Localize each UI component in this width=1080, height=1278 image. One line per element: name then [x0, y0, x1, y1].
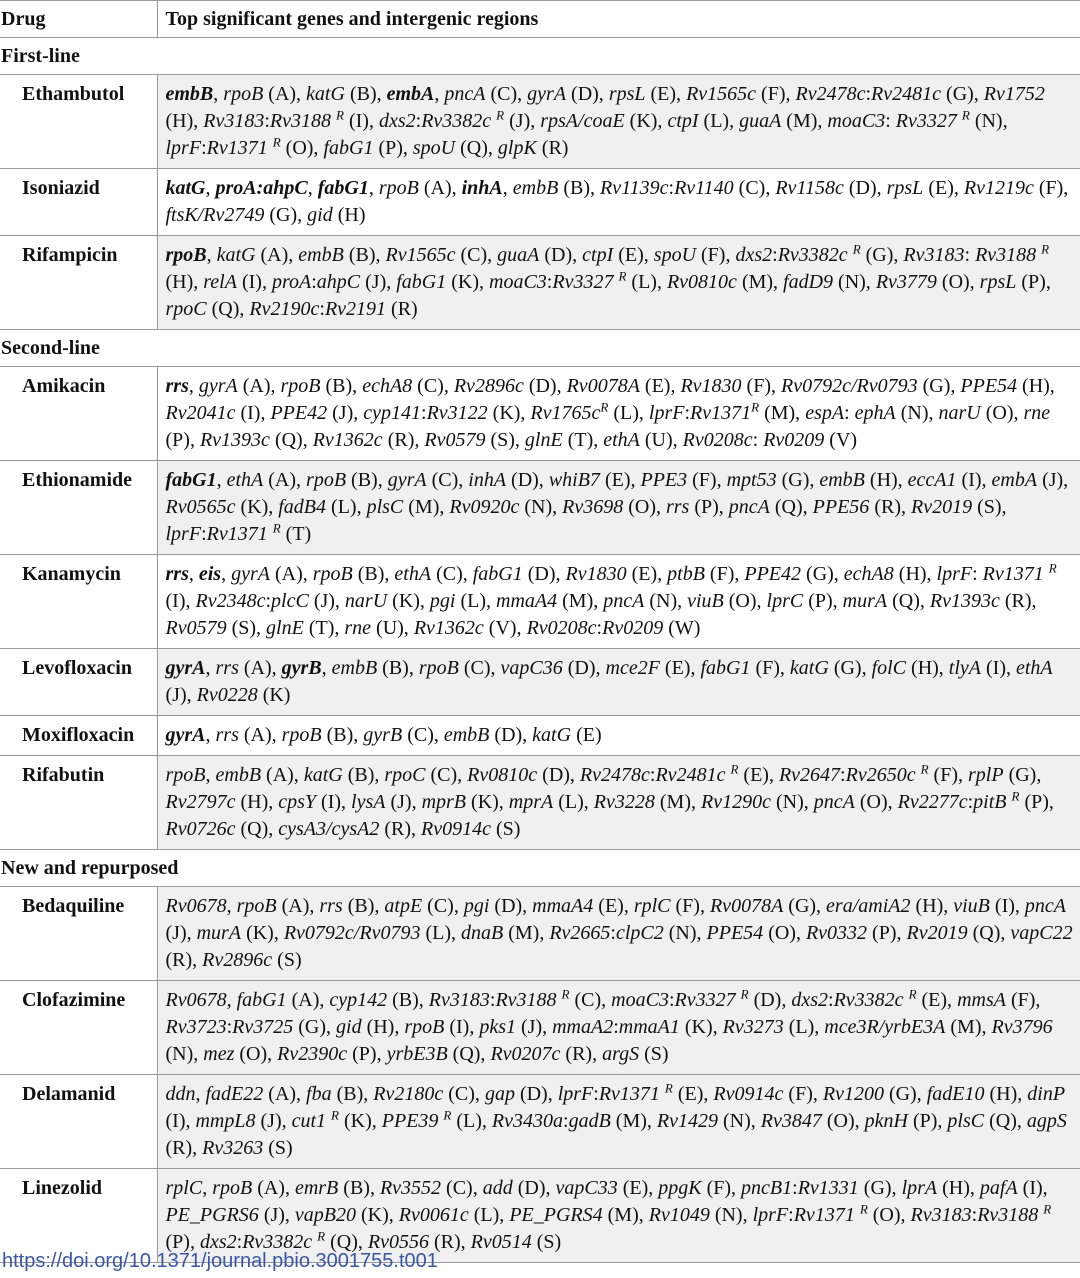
table-row: [0, 1169, 1080, 1263]
section-row: [0, 330, 1080, 367]
section-title: Second-line: [0, 330, 1080, 367]
table-row: [0, 716, 1080, 756]
drug-name: Bedaquiline: [0, 887, 157, 981]
gene-list: rrs, eis, gyrA (A), rpoB (B), ethA (C), fabG1 (D), Rv1830 (E), ptbB (F), PPE42 (G), echA8 (H), lprF: Rv1371 $^R$ (I), Rv2348c:plcC (J), narU (K), pgi (L), mmaA4 (M), pncA (N), viuB (O), lprC (P), murA (Q), Rv1393c (R), Rv0579 (S), glnE (T), rne (U), Rv1362c (V), Rv0208c:Rv0209 (W): [157, 555, 1080, 649]
header-drug: Drug: [0, 1, 157, 38]
drug-name: Ethionamide: [0, 461, 157, 555]
table-row: [0, 169, 1080, 236]
table-row: [0, 367, 1080, 461]
drug-name: Rifampicin: [0, 236, 157, 330]
drug-name: Rifabutin: [0, 756, 157, 850]
gene-list: fabG1, ethA (A), rpoB (B), gyrA (C), inhA (D), whiB7 (E), PPE3 (F), mpt53 (G), embB (H), eccA1 (I), embA (J), Rv0565c (K), fadB4 (L), plsC (M), Rv0920c (N), Rv3698 (O), rrs (P), pncA (Q), PPE56 (R), Rv2019 (S), lprF:Rv1371 $^R$ (T): [157, 461, 1080, 555]
table-row: [0, 236, 1080, 330]
gene-list: Rv0678, rpoB (A), rrs (B), atpE (C), pgi (D), mmaA4 (E), rplC (F), Rv0078A (G), era/amiA2 (H), viuB (I), pncA (J), murA (K), Rv0792c/Rv0793 (L), dnaB (M), Rv2665:clpC2 (N), PPE54 (O), Rv0332 (P), Rv2019 (Q), vapC22 (R), Rv2896c (S): [157, 887, 1080, 981]
gene-list: gyrA, rrs (A), rpoB (B), gyrB (C), embB (D), katG (E): [157, 716, 1080, 756]
table-row: [0, 756, 1080, 850]
doi-link[interactable]: https://doi.org/10.1371/journal.pbio.3001755.t001: [2, 1250, 438, 1272]
table-row: [0, 75, 1080, 169]
gene-list: rpoB, katG (A), embB (B), Rv1565c (C), guaA (D), ctpI (E), spoU (F), dxs2:Rv3382c $^R$ (G), Rv3183: Rv3188 $^R$ (H), relA (I), proA:ahpC (J), fabG1 (K), moaC3:Rv3327 $^R$ (L), Rv0810c (M), fadD9 (N), Rv3779 (O), rpsL (P), rpoC (Q), Rv2190c:Rv2191 (R): [157, 236, 1080, 330]
drug-name: Moxifloxacin: [0, 716, 157, 756]
section-title: First-line: [0, 38, 1080, 75]
gene-list: rplC, rpoB (A), emrB (B), Rv3552 (C), add (D), vapC33 (E), ppgK (F), pncB1:Rv1331 (G), lprA (H), pafA (I), PE_PGRS6 (J), vapB20 (K), Rv0061c (L), PE_PGRS4 (M), Rv1049 (N), lprF:Rv1371 $^R$ (O), Rv3183:Rv3188 $^R$ (P), dxs2:Rv3382c $^R$ (Q), Rv0556 (R), Rv0514 (S): [157, 1169, 1080, 1263]
table-row: [0, 555, 1080, 649]
table-row: [0, 887, 1080, 981]
gene-list: Rv0678, fabG1 (A), cyp142 (B), Rv3183:Rv3188 $^R$ (C), moaC3:Rv3327 $^R$ (D), dxs2:Rv3382c $^R$ (E), mmsA (F), Rv3723:Rv3725 (G), gid (H), rpoB (I), pks1 (J), mmaA2:mmaA1 (K), Rv3273 (L), mce3R/yrbE3A (M), Rv3796 (N), mez (O), Rv2390c (P), yrbE3B (Q), Rv0207c (R), argS (S): [157, 981, 1080, 1075]
gene-list: embB, rpoB (A), katG (B), embA, pncA (C), gyrA (D), rpsL (E), Rv1565c (F), Rv2478c:Rv2481c (G), Rv1752 (H), Rv3183:Rv3188 $^R$ (I), dxs2:Rv3382c $^R$ (J), rpsA/coaE (K), ctpI (L), guaA (M), moaC3: Rv3327 $^R$ (N), lprF:Rv1371 $^R$ (O), fabG1 (P), spoU (Q), glpK (R): [157, 75, 1080, 169]
drug-name: Levofloxacin: [0, 649, 157, 716]
gene-list: rpoB, embB (A), katG (B), rpoC (C), Rv0810c (D), Rv2478c:Rv2481c $^R$ (E), Rv2647:Rv2650c $^R$ (F), rplP (G), Rv2797c (H), cpsY (I), lysA (J), mprB (K), mprA (L), Rv3228 (M), Rv1290c (N), pncA (O), Rv2277c:pitB $^R$ (P), Rv0726c (Q), cysA3/cysA2 (R), Rv0914c (S): [157, 756, 1080, 850]
table-header-row: [0, 1, 1080, 38]
gene-list: gyrA, rrs (A), gyrB, embB (B), rpoB (C), vapC36 (D), mce2F (E), fabG1 (F), katG (G), folC (H), tlyA (I), ethA (J), Rv0228 (K): [157, 649, 1080, 716]
drug-name: Ethambutol: [0, 75, 157, 169]
header-genes: Top significant genes and intergenic regions: [157, 1, 1080, 38]
gene-list: rrs, gyrA (A), rpoB (B), echA8 (C), Rv2896c (D), Rv0078A (E), Rv1830 (F), Rv0792c/Rv0793 (G), PPE54 (H), Rv2041c (I), PPE42 (J), cyp141:Rv3122 (K), $Rv1765c^R$ (L), $lprF:Rv1371^R$ (M), espA: ephA (N), narU (O), rne (P), Rv1393c (Q), Rv1362c (R), Rv0579 (S), glnE (T), ethA (U), Rv0208c: Rv0209 (V): [157, 367, 1080, 461]
gene-list: katG, proA:ahpC, fabG1, rpoB (A), inhA, embB (B), Rv1139c:Rv1140 (C), Rv1158c (D), rpsL (E), Rv1219c (F), ftsK/Rv2749 (G), gid (H): [157, 169, 1080, 236]
gene-list: ddn, fadE22 (A), fba (B), Rv2180c (C), gap (D), lprF:Rv1371 $^R$ (E), Rv0914c (F), Rv1200 (G), fadE10 (H), dinP (I), mmpL8 (J), cut1 $^R$ (K), PPE39 $^R$ (L), Rv3430a:gadB (M), Rv1429 (N), Rv3847 (O), pknH (P), plsC (Q), agpS (R), Rv3263 (S): [157, 1075, 1080, 1169]
table-row: [0, 461, 1080, 555]
table-body: [0, 38, 1080, 1263]
drug-name: Isoniazid: [0, 169, 157, 236]
table-row: [0, 981, 1080, 1075]
table-row: [0, 649, 1080, 716]
drug-name: Kanamycin: [0, 555, 157, 649]
section-row: [0, 850, 1080, 887]
drug-name: Amikacin: [0, 367, 157, 461]
section-row: [0, 38, 1080, 75]
table-row: [0, 1075, 1080, 1169]
section-title: New and repurposed: [0, 850, 1080, 887]
drug-name: Clofazimine: [0, 981, 157, 1075]
drug-name: Linezolid: [0, 1169, 157, 1263]
drug-name: Delamanid: [0, 1075, 157, 1169]
